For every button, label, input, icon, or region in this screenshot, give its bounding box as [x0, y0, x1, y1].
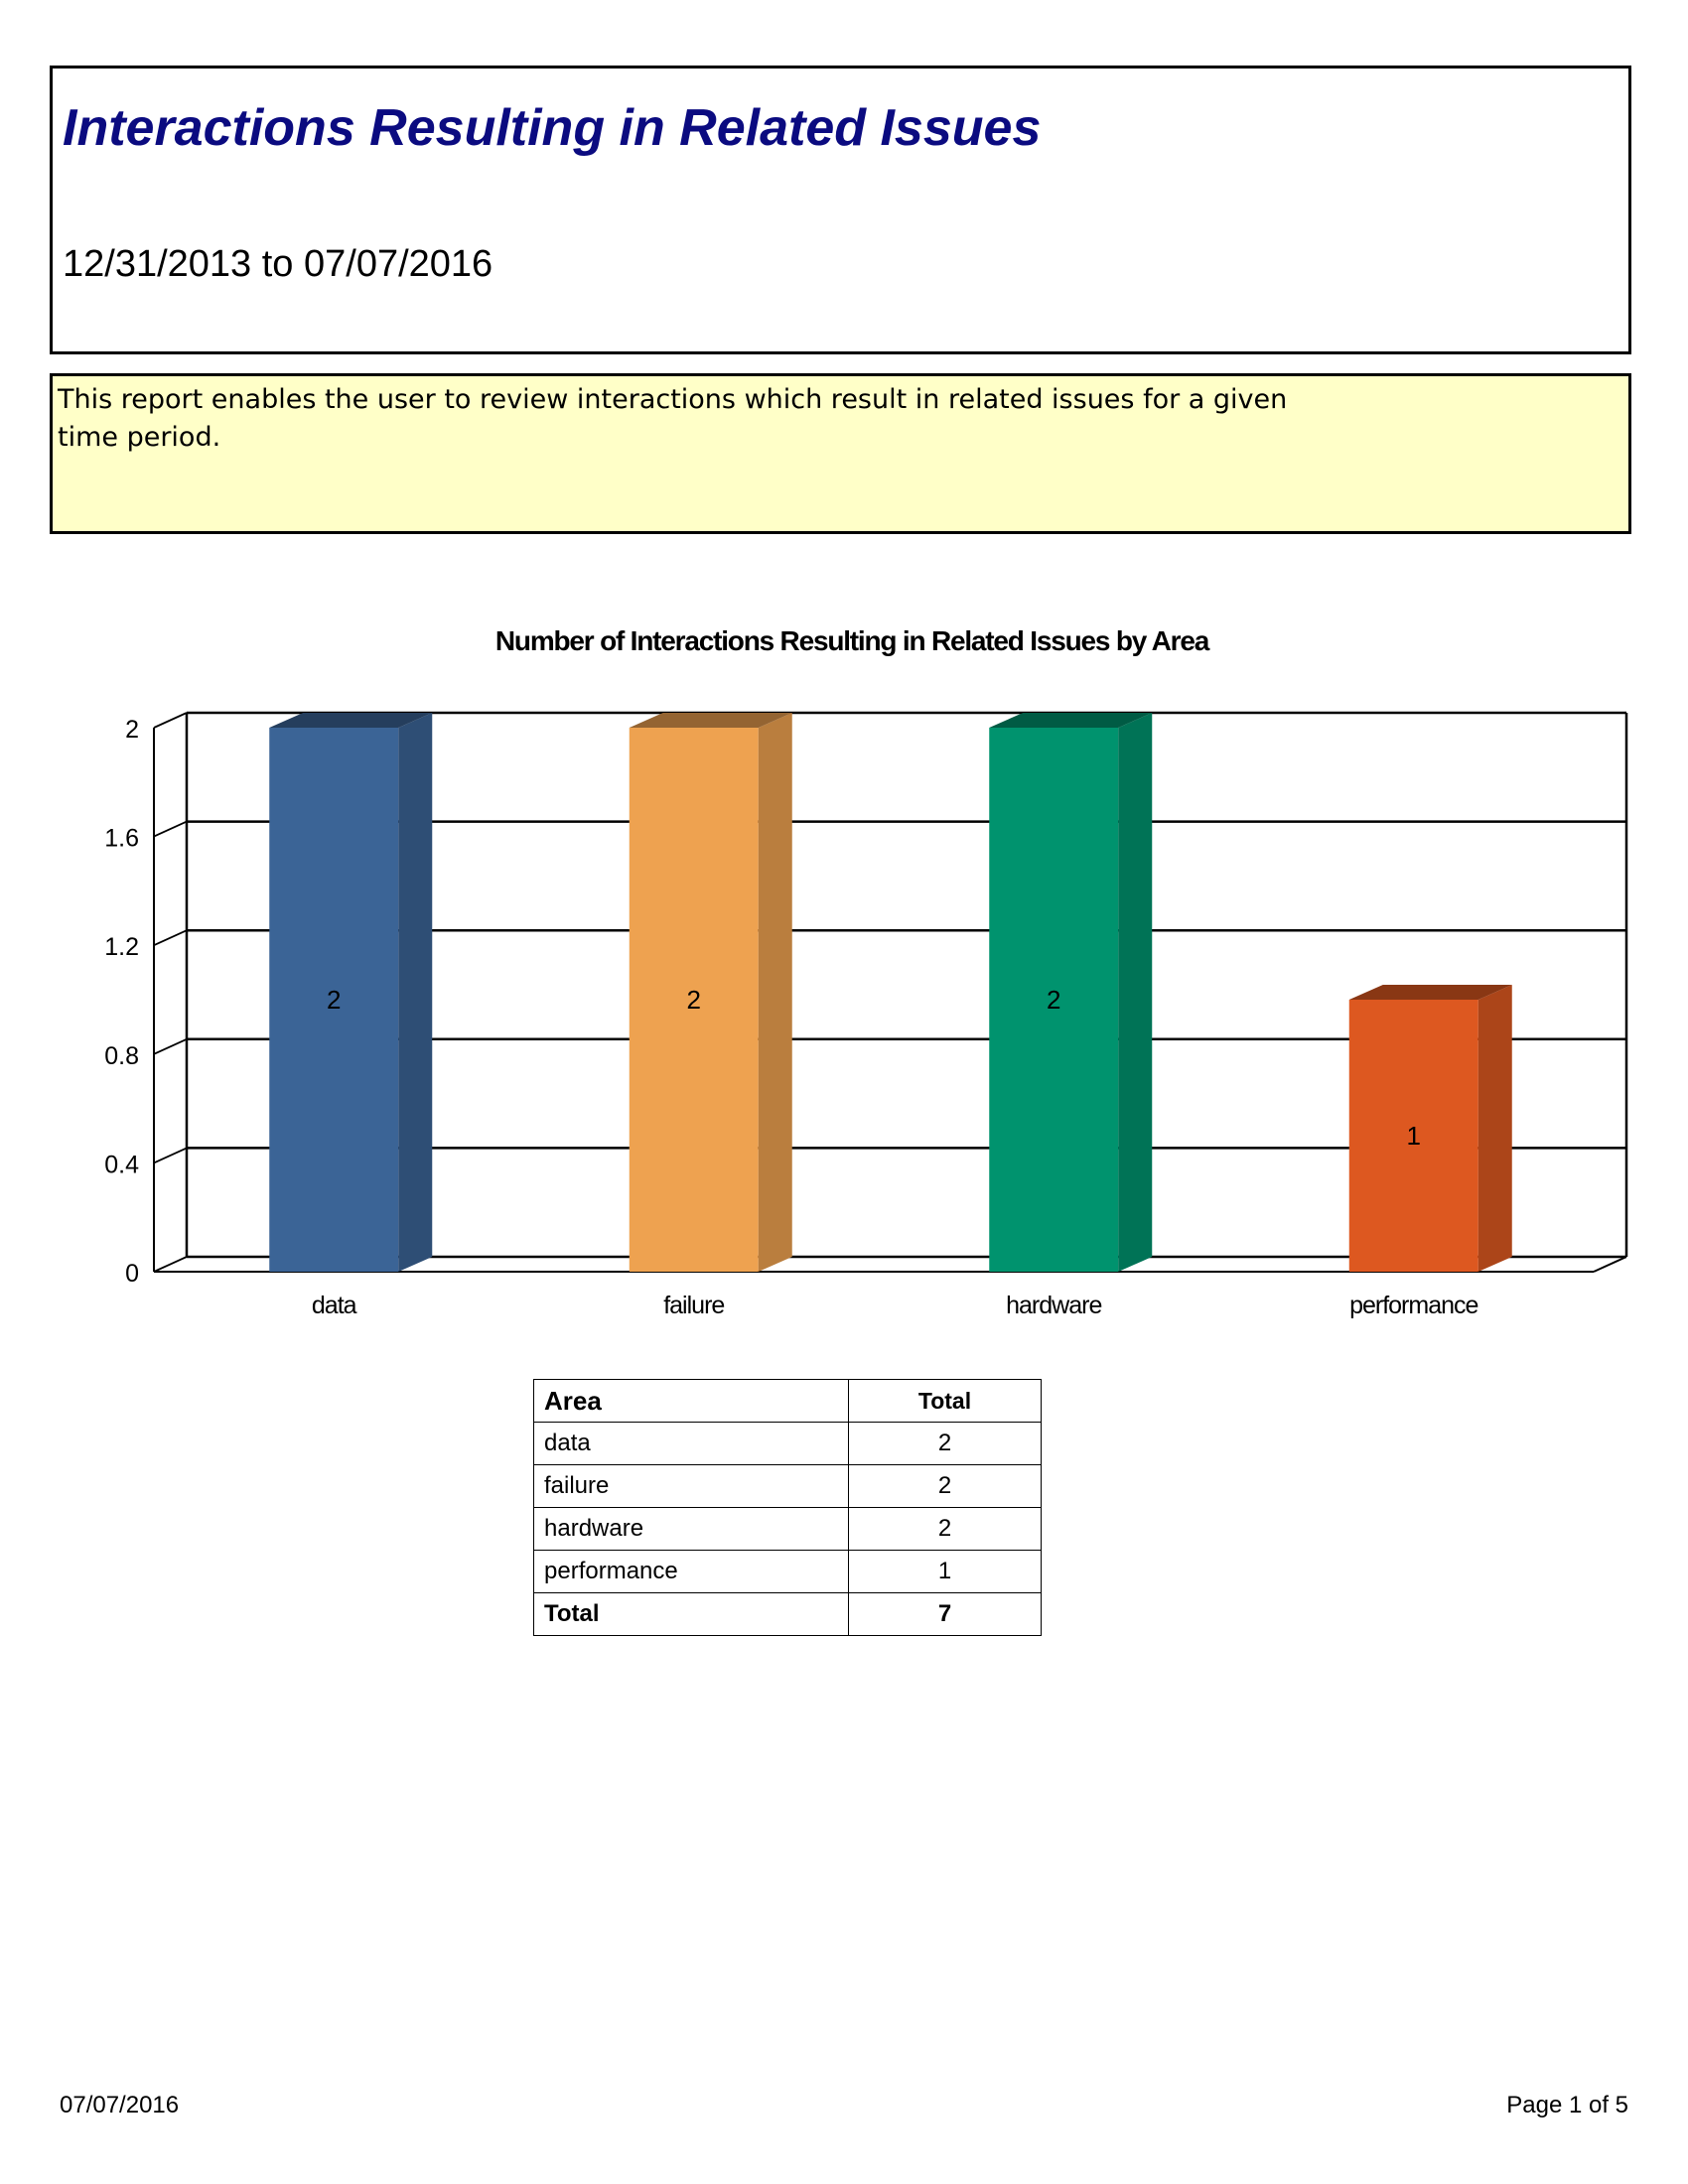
row-total: 1 — [849, 1551, 1042, 1593]
gridline-diagonal — [154, 822, 187, 837]
date-range: 12/31/2013 to 07/07/2016 — [63, 243, 493, 285]
total-value: 7 — [849, 1593, 1042, 1636]
y-tick-label: 2 — [125, 716, 139, 744]
gridline-diagonal — [154, 1148, 187, 1162]
table-row — [534, 1551, 1042, 1593]
row-total: 2 — [849, 1508, 1042, 1551]
bar-hardware — [989, 713, 1152, 1272]
summary-table-wrap — [533, 1379, 1042, 1636]
data-label: 1 — [1406, 1121, 1421, 1151]
chart-labels — [312, 985, 1478, 1319]
floor-right-edge — [1594, 1257, 1626, 1272]
y-tick-label: 1.2 — [104, 933, 139, 962]
bar-chart — [0, 596, 1688, 1330]
table-row — [534, 1465, 1042, 1508]
bar-side — [1118, 713, 1152, 1272]
report-title: Interactions Resulting in Related Issues — [63, 99, 1042, 157]
table-total-row — [534, 1593, 1042, 1636]
table-row — [534, 1423, 1042, 1465]
y-tick-label: 1.6 — [104, 824, 139, 853]
data-label: 2 — [1047, 985, 1061, 1015]
report-header — [50, 66, 1631, 354]
gridline-diagonal — [154, 1257, 187, 1272]
gridline-diagonal — [154, 1039, 187, 1054]
gridline-diagonal — [154, 713, 187, 728]
footer-page-number: Page 1 of 5 — [1506, 2092, 1628, 2118]
y-tick-label: 0.8 — [104, 1041, 139, 1070]
table-row — [534, 1508, 1042, 1551]
chart-title: Number of Interactions Resulting in Related Issues by Area — [494, 625, 1209, 656]
bar-side — [1478, 985, 1512, 1272]
summary-table — [533, 1379, 1042, 1636]
y-tick-label: 0 — [125, 1260, 139, 1288]
header-area: Area — [534, 1380, 849, 1423]
report-description-box — [50, 373, 1631, 534]
gridline-diagonal — [154, 930, 187, 945]
chart-bars — [269, 713, 1512, 1272]
x-tick-label: performance — [1349, 1292, 1478, 1319]
report-description: This report enables the user to review interactions which result in related issues for a given time period. — [58, 384, 1288, 453]
row-area: performance — [534, 1551, 849, 1593]
row-area: failure — [534, 1465, 849, 1508]
bar-side — [759, 713, 792, 1272]
row-area: hardware — [534, 1508, 849, 1551]
bar-data — [269, 713, 432, 1272]
table-header-row — [534, 1380, 1042, 1423]
bar-performance — [1349, 985, 1512, 1272]
row-total: 2 — [849, 1465, 1042, 1508]
x-tick-label: hardware — [1006, 1292, 1102, 1319]
header-total: Total — [849, 1380, 1042, 1423]
row-total: 2 — [849, 1423, 1042, 1465]
x-tick-label: data — [311, 1292, 356, 1319]
data-label: 2 — [327, 985, 342, 1015]
bar-failure — [630, 713, 792, 1272]
total-label: Total — [534, 1593, 849, 1636]
x-tick-label: failure — [663, 1292, 725, 1319]
data-label: 2 — [686, 985, 701, 1015]
row-area: data — [534, 1423, 849, 1465]
bar-side — [398, 713, 432, 1272]
footer-date: 07/07/2016 — [60, 2092, 180, 2118]
y-tick-label: 0.4 — [104, 1151, 139, 1179]
